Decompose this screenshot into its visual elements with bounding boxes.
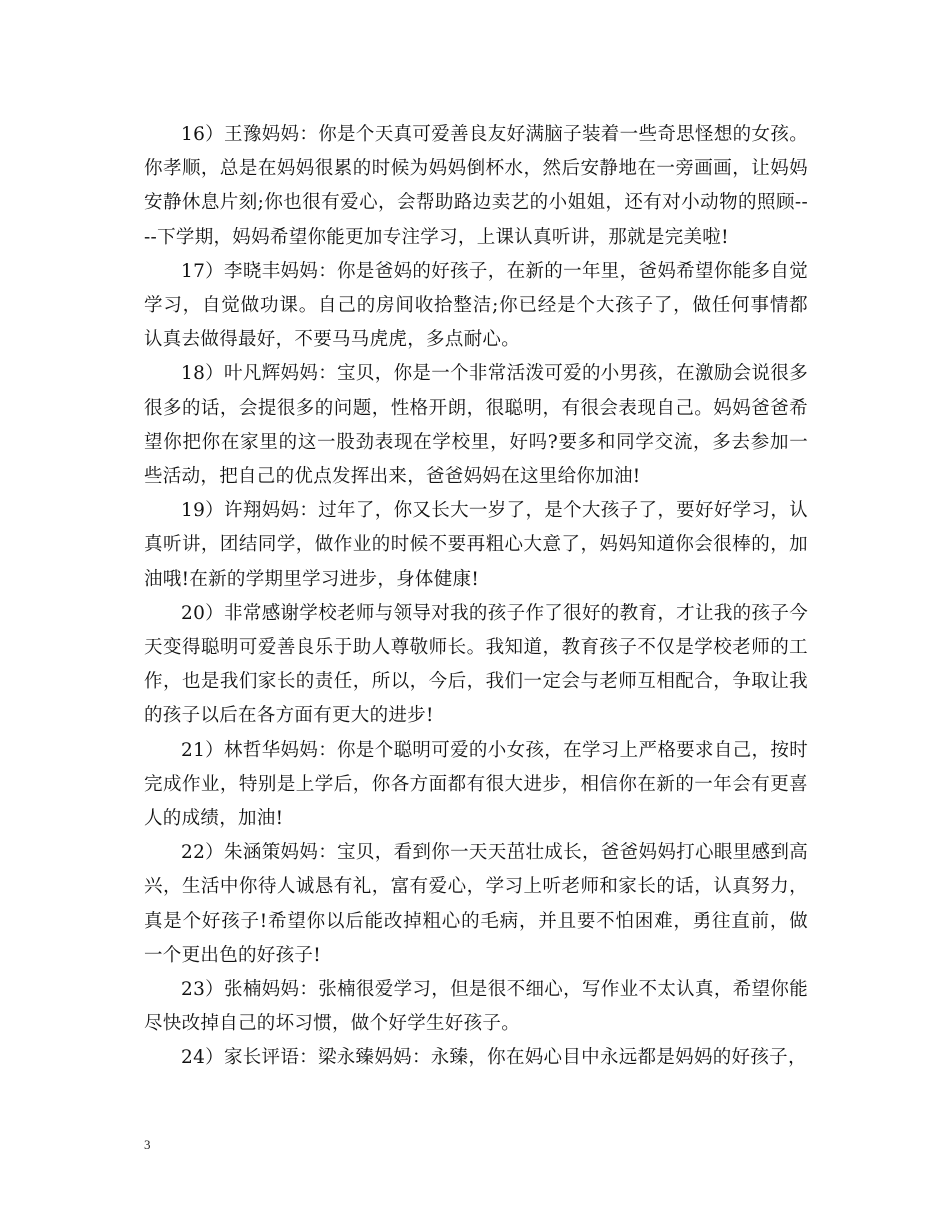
paragraph-22: 22）朱涵策妈妈：宝贝，看到你一天天茁壮成长，爸爸妈妈打心眼里感到高兴，生活中你待人诚恳有礼，富有爱心，学习上听老师和家长的话，认真努力，真是个好孩子!希望你以后能改掉粗心的毛病，并且要不怕困难，勇往直前，做一个更出色的好孩子! [144,842,808,966]
paragraph-21: 21）林哲华妈妈：你是个聪明可爱的小女孩，在学习上严格要求自己，按时完成作业，特别是上学后，你各方面都有很大进步，相信你在新的一年会有更喜人的成绩，加油! [144,739,808,830]
document-body [144,118,808,1076]
paragraph-23: 23）张楠妈妈：张楠很爱学习，但是很不细心，写作业不太认真，希望你能尽快改掉自己的坏习惯，做个好学生好孩子。 [144,979,808,1035]
paragraph-17: 17）李晓丰妈妈：你是爸妈的好孩子，在新的一年里，爸妈希望你能多自觉学习，自觉做功课。自己的房间收拾整洁;你已经是个大孩子了，做任何事情都认真去做得最好，不要马马虎虎，多点耐心。 [144,260,808,351]
paragraph-19: 19）许翔妈妈：过年了，你又长大一岁了，是个大孩子了，要好好学习，认真听讲，团结同学，做作业的时候不要再粗心大意了，妈妈知道你会很棒的，加油哦!在新的学期里学习进步，身体健康! [144,500,808,590]
page-number: 3 [144,1137,151,1152]
paragraph-18: 18）叶凡辉妈妈：宝贝，你是一个非常活泼可爱的小男孩，在激励会说很多很多的话，会提很多的问题，性格开朗，很聪明，有很会表现自己。妈妈爸爸希望你把你在家里的这一股劲表现在学校里，好吗?要多和同学交流，多去参加一些活动，把自己的优点发挥出来，爸爸妈妈在这里给你加油! [144,363,808,488]
paragraph-24: 24）家长评语：梁永臻妈妈：永臻，你在妈心目中永远都是妈妈的好孩子， [181,1047,807,1069]
paragraph-16: 16）王豫妈妈：你是个天真可爱善良友好满脑子装着一些奇思怪想的女孩。你孝顺，总是在妈妈很累的时候为妈妈倒杯水，然后安静地在一旁画画，让妈妈安静休息片刻;你也很有爱心，会帮助路边卖艺的小姐姐，还有对小动物的照顾----下学期，妈妈希望你能更加专注学习，上课认真听讲，那就是完美啦! [144,124,808,248]
paragraph-20: 20）非常感谢学校老师与领导对我的孩子作了很好的教育，才让我的孩子今天变得聪明可爱善良乐于助人尊敬师长。我知道，教育孩子不仅是学校老师的工作，也是我们家长的责任，所以，今后，我们一定会与老师互相配合，争取让我的孩子以后在各方面有更大的进步! [144,602,808,727]
